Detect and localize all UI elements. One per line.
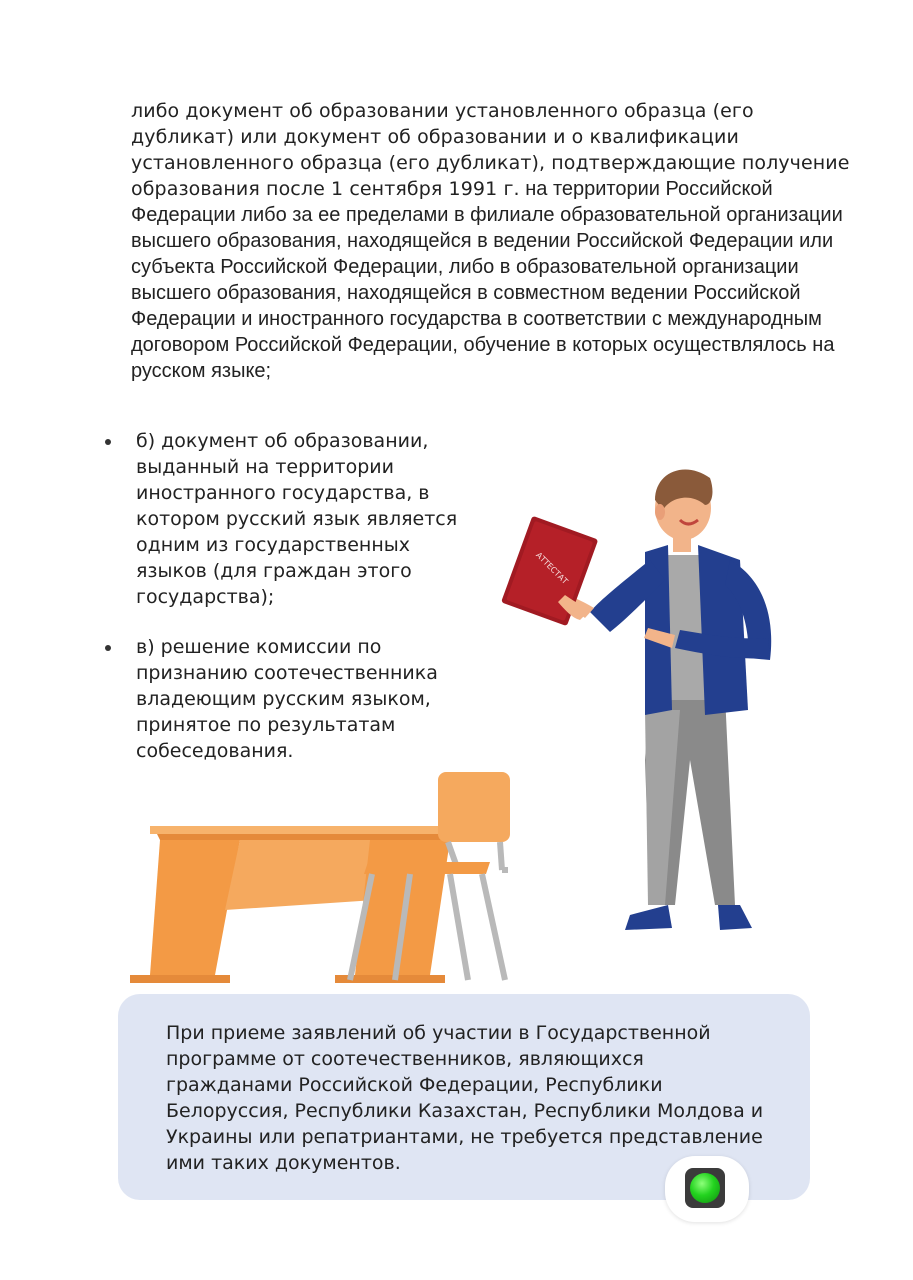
- bullet-dot-icon: [105, 439, 111, 445]
- list-item-text: б) документ об образовании, выданный на территории иностранного государства, в котором русский язык является одним из государственных языков (для граждан этого государства);: [136, 430, 458, 608]
- intro-paragraph: [131, 98, 851, 384]
- list-item-text: в) решение комиссии по признанию соотечественника владеющим русским языком, принятое по результатам собеседования.: [136, 636, 438, 762]
- note-text: При приеме заявлений об участии в Государственной программе от соотечественников, являющихся гражданами Российской Федерации, Республики Белоруссия, Республики Казахстан, Республики Молдова и Украины или репатриантами, не требуется представление ими таких документов.: [166, 1022, 764, 1174]
- intro-text-part-b: на территории Российской Федерации либо за ее пределами в филиале образовательной организации высшего образования, находящейся в ведении Российской Федерации или субъекта Российской Федерации, либо в образовательной организации высшего образования, находящейся в совместном ведении Российской Федерации и иностранного государства в соответствии с международным договором Российской Федерации, обучение в которых осуществлялось на русском языке;: [131, 178, 843, 382]
- svg-text:АТТЕСТАТ: АТТЕСТАТ: [534, 550, 570, 586]
- indicator-frame: [685, 1168, 725, 1208]
- status-indicator[interactable]: [665, 1156, 749, 1222]
- intro-text-part-a: либо документ об образовании установленного образца (его дубликат) или документ об образовании и о квалификации установленного образца (его дубликат), подтверждающие получение образования после 1 сентября 1991 г.: [131, 100, 850, 200]
- bullet-dot-icon: [105, 645, 111, 651]
- desk-icon: [130, 826, 465, 983]
- green-light-icon: [690, 1173, 720, 1203]
- person-icon: [501, 469, 771, 930]
- teacher-illustration: [120, 460, 800, 990]
